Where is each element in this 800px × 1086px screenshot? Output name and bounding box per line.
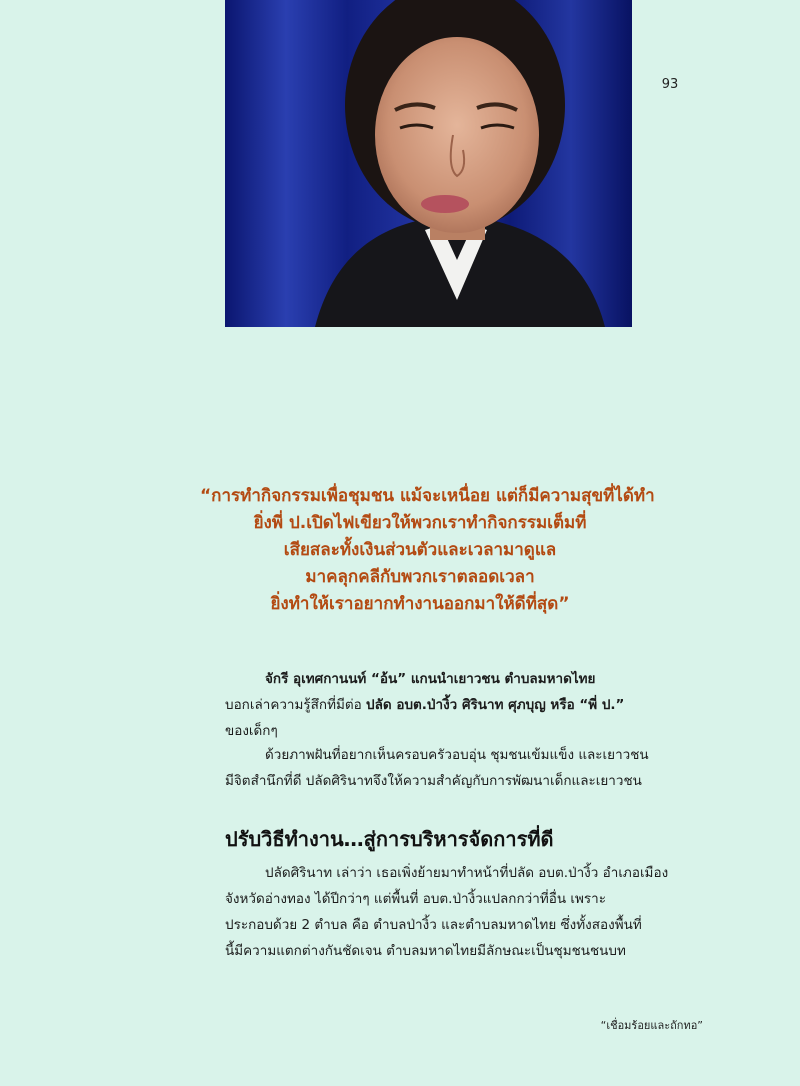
vision-paragraph [225,742,649,794]
body-line: จังหวัดอ่างทอง ได้ปีกว่าๆ แต่พื้นที่ อบต.ป่างิ้วแปลกกว่าที่อื่น เพราะ [225,891,606,907]
speaker-name: จักรี อุเทศกานนท์ “อ้น” แกนนำเยาวชน ตำบลมหาดไทย [265,671,596,687]
quote-line: มาคลุกคลีกับพวกเราตลอดเวลา [305,567,535,587]
intro-paragraph [225,666,645,744]
portrait-photo [225,0,632,327]
quote-line: เสียสละทั้งเงินส่วนตัวและเวลามาดูแล [283,540,557,560]
page-number: 93 [661,77,679,92]
running-footer: “เชื่อมร้อยและถักทอ” [600,1019,703,1032]
body-line: นี้มีความแตกต่างกันชัดเจน ตำบลมหาดไทยมีลักษณะเป็นชุมชนชนบท [225,943,626,959]
intro-text: บอกเล่าความรู้สึกที่มีต่อ [225,697,367,713]
section-heading: ปรับวิธีทำงาน…สู่การบริหารจัดการที่ดี [225,827,554,851]
body-line: ปลัดศิรินาท เล่าว่า เธอเพิ่งย้ายมาทำหน้าที่ปลัด อบต.ป่างิ้ว อำเภอเมือง [265,865,669,881]
body-line: ด้วยภาพฝันที่อยากเห็นครอบครัวอบอุ่น ชุมชนเข้มแข็ง และเยาวชน [265,747,649,763]
body-line: ประกอบด้วย 2 ตำบล คือ ตำบลป่างิ้ว และตำบลมหาดไทย ซึ่งทั้งสองพื้นที่ [225,917,642,933]
body-line: มีจิตสำนึกที่ดี ปลัดศิรินาทจึงให้ความสำคัญกับการพัฒนาเด็กและเยาวชน [225,773,642,789]
quote-line: “การทำกิจกรรมเพื่อชุมชน แม้จะเหนื่อย แต่ก็มีความสุขที่ได้ทำ [200,486,655,506]
quote-line: ยิ่งพี่ ป.เปิดไฟเขียวให้พวกเราทำกิจกรรมเต็มที่ [253,513,587,533]
quote-line: ยิ่งทำให้เราอยากทำงานออกมาให้ดีที่สุด” [270,594,570,614]
pull-quote [200,483,655,618]
portrait-illustration [225,0,632,327]
subject-name: ปลัด อบต.ป่างิ้ว ศิรินาท ศุภบุญ หรือ “พี่ ป.” [366,697,625,713]
section-paragraph [225,860,669,964]
intro-text-end: ของเด็กๆ [225,723,278,739]
